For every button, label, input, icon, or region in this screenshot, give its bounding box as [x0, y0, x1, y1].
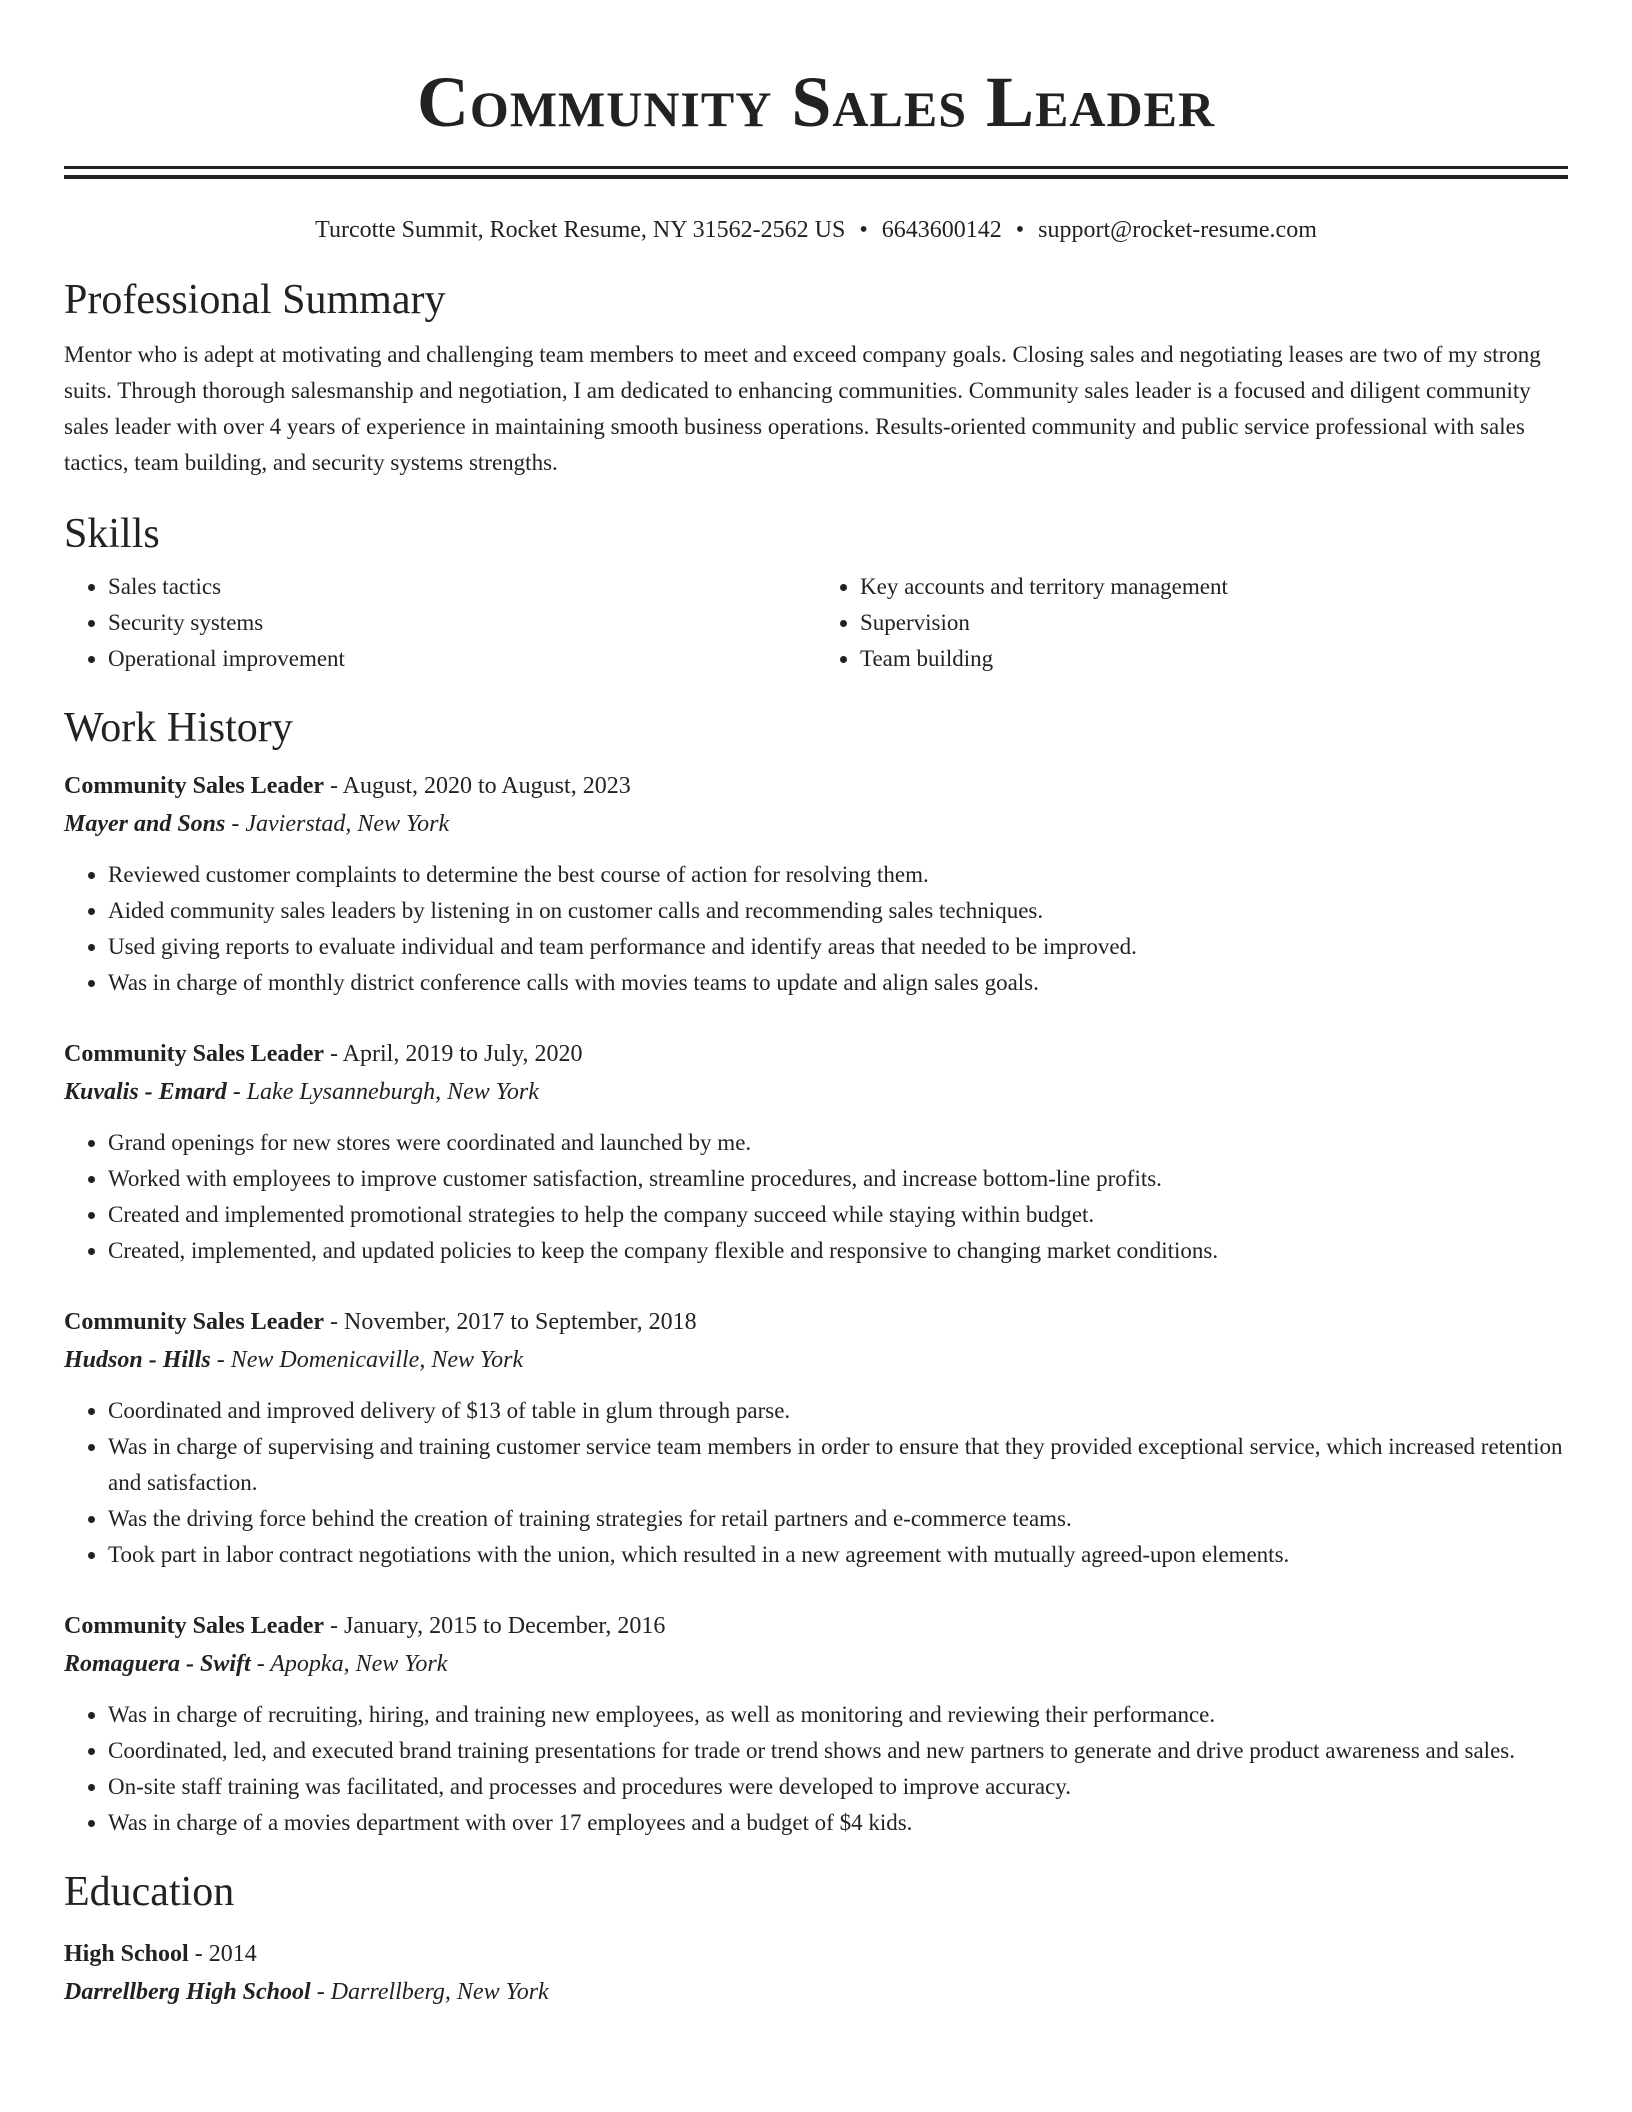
job-location: - Javierstad, New York: [225, 811, 450, 837]
skill-item: • Key accounts and territory management: [860, 569, 1568, 605]
job-company: Romaguera - Swift: [64, 1651, 251, 1677]
job-dates: - April, 2019 to July, 2020: [324, 1041, 583, 1067]
summary-section: [64, 275, 1568, 481]
skills-section: [64, 509, 1568, 677]
contact-separator: •: [1015, 217, 1025, 243]
job-title: Community Sales Leader: [64, 773, 324, 799]
job-bullet: • Coordinated and improved delivery of $13 of table in glum through parse.: [108, 1393, 1568, 1429]
job-entry: [64, 1303, 1568, 1573]
job-bullet: • Was the driving force behind the creation of training strategies for retail partners and e-commerce teams.: [108, 1501, 1568, 1537]
job-dates: - January, 2015 to December, 2016: [324, 1613, 666, 1639]
job-title-line: [64, 767, 1568, 805]
job-bullets: [64, 1697, 1568, 1841]
job-location: - Lake Lysanneburgh, New York: [226, 1079, 539, 1105]
job-bullet: • Was in charge of monthly district conference calls with movies teams to update and align sales goals.: [108, 965, 1568, 1001]
job-bullet: • On-site staff training was facilitated, and processes and procedures were developed to improve accuracy.: [108, 1769, 1568, 1805]
skill-item: • Operational improvement: [108, 641, 816, 677]
job-bullet: • Was in charge of supervising and training customer service team members in order to ensure that they provided exceptional service, which increased retention and satisfaction.: [108, 1429, 1568, 1501]
summary-heading: Professional Summary: [64, 277, 446, 323]
education-location: - Darrellberg, New York: [310, 1979, 549, 2005]
education-school: Darrellberg High School: [64, 1979, 311, 2005]
resume-title: Community Sales Leader: [416, 62, 1216, 142]
job-bullet: • Used giving reports to evaluate individual and team performance and identify areas that needed to be improved.: [108, 929, 1568, 965]
job-bullets: [64, 1125, 1568, 1269]
job-entry: [64, 1035, 1568, 1269]
job-location: - Apopka, New York: [250, 1651, 448, 1677]
job-bullet: • Took part in labor contract negotiations with the union, which resulted in a new agreement with mutually agreed-upon elements.: [108, 1537, 1568, 1573]
job-location: - New Domenicaville, New York: [210, 1347, 524, 1373]
skill-item: • Team building: [860, 641, 1568, 677]
contact-email: support@rocket-resume.com: [1038, 217, 1317, 243]
header-rule-top: [64, 166, 1568, 169]
skills-list-right: [816, 569, 1568, 677]
job-bullet: • Aided community sales leaders by listening in on customer calls and recommending sales techniques.: [108, 893, 1568, 929]
skill-item: • Sales tactics: [108, 569, 816, 605]
job-bullet: • Was in charge of recruiting, hiring, and training new employees, as well as monitoring and reviewing their performance.: [108, 1697, 1568, 1733]
job-company-line: [64, 805, 1568, 843]
skills-list-left: [64, 569, 816, 677]
job-bullets: [64, 857, 1568, 1001]
job-bullet: • Reviewed customer complaints to determine the best course of action for resolving them.: [108, 857, 1568, 893]
skills-heading: Skills: [64, 511, 160, 557]
job-title: Community Sales Leader: [64, 1613, 324, 1639]
education-heading: Education: [64, 1869, 235, 1915]
job-bullet: • Created and implemented promotional strategies to help the company succeed while staying within budget.: [108, 1197, 1568, 1233]
job-title-line: [64, 1607, 1568, 1645]
contact-separator: •: [859, 217, 868, 243]
job-bullet: • Created, implemented, and updated policies to keep the company flexible and responsive to changing market conditions.: [108, 1233, 1568, 1269]
summary-text: Mentor who is adept at motivating and challenging team members to meet and exceed company goals. Closing sales and negotiating leases are two of my strong suits. Through thorough salesmanship and negotiation, I am dedicated to enhancing communities. Community sales leader is a focused and diligent community sales leader with over 4 years of experience in maintaining smooth business operations. Results-oriented community and public service professional with sales tactics, team building, and security systems strengths.: [64, 342, 1541, 475]
contact-phone: 6643600142: [881, 217, 1002, 243]
job-entry: [64, 767, 1568, 1001]
education-degree: High School: [64, 1941, 189, 1967]
education-section: [64, 1867, 1568, 2011]
job-title: Community Sales Leader: [64, 1041, 324, 1067]
job-bullet: • Coordinated, led, and executed brand training presentations for trade or trend shows and new partners to generate and drive product awareness and sales.: [108, 1733, 1568, 1769]
job-title-line: [64, 1303, 1568, 1341]
work-history-section: [64, 703, 1568, 1841]
header-rule-bottom: [64, 175, 1568, 179]
contact-line: [64, 215, 1568, 245]
education-degree-line: [64, 1935, 1568, 1973]
job-bullets: [64, 1393, 1568, 1573]
job-company-line: [64, 1645, 1568, 1683]
job-company: Kuvalis - Emard: [64, 1079, 227, 1105]
education-entry: [64, 1935, 1568, 2011]
job-bullet: • Worked with employees to improve customer satisfaction, streamline procedures, and increase bottom-line profits.: [108, 1161, 1568, 1197]
job-company-line: [64, 1073, 1568, 1111]
job-bullet: • Was in charge of a movies department with over 17 employees and a budget of $4 kids.: [108, 1805, 1568, 1841]
education-year: - 2014: [188, 1941, 257, 1967]
job-company: Hudson - Hills: [64, 1347, 211, 1373]
job-dates: - November, 2017 to September, 2018: [324, 1309, 697, 1335]
skill-item: • Supervision: [860, 605, 1568, 641]
skills-columns: [64, 569, 1568, 677]
job-dates: - August, 2020 to August, 2023: [324, 773, 631, 799]
job-title: Community Sales Leader: [64, 1309, 324, 1335]
job-company-line: [64, 1341, 1568, 1379]
job-company: Mayer and Sons: [64, 811, 226, 837]
job-bullet: • Grand openings for new stores were coordinated and launched by me.: [108, 1125, 1568, 1161]
job-title-line: [64, 1035, 1568, 1073]
contact-address: Turcotte Summit, Rocket Resume, NY 31562-2562 US: [315, 217, 846, 243]
skill-item: • Security systems: [108, 605, 816, 641]
education-school-line: [64, 1973, 1568, 2011]
work-history-heading: Work History: [64, 705, 293, 751]
job-entry: [64, 1607, 1568, 1841]
